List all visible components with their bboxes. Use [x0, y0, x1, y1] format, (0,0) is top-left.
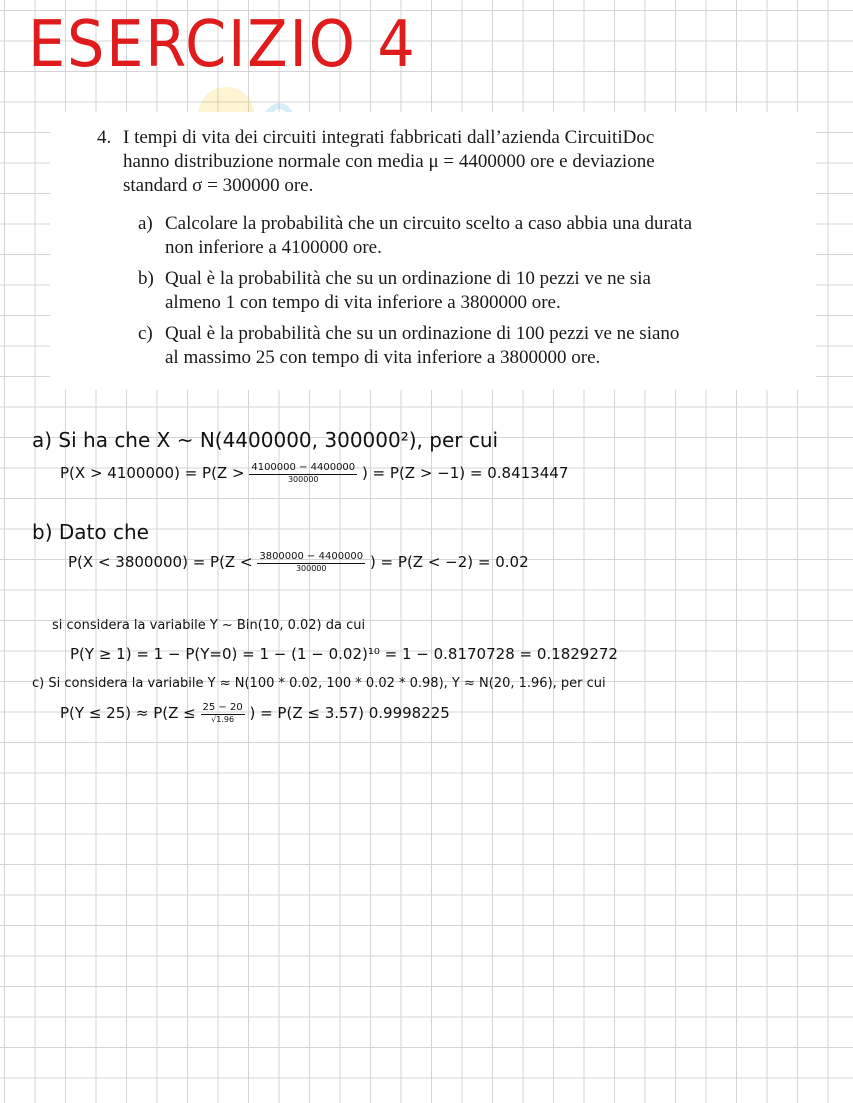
solution-b-line2 — [68, 552, 529, 573]
fraction-denominator: √1.96 — [211, 715, 235, 724]
exercise-title: ESERCIZIO 4 — [28, 8, 417, 82]
solution-c-line1: c) Si considera la variabile Y ≈ N(100 * 0.02, 100 * 0.02 * 0.98), Y ≈ N(20, 1.96), per cui — [32, 676, 606, 691]
solution-b-fraction — [257, 552, 365, 573]
solution-c-left: P(Y ≤ 25) ≈ P(Z ≤ — [60, 704, 196, 722]
solution-a-line1: a) Si ha che X ~ N(4400000, 300000²), per cui — [32, 428, 499, 452]
item-line: almeno 1 con tempo di vita inferiore a 3800000 ore. — [165, 292, 561, 313]
solution-a-right: ) = P(Z > −1) = 0.8413447 — [361, 464, 569, 482]
solution-c-line2 — [60, 703, 450, 724]
solution-b-line3: si considera la variabile Y ~ Bin(10, 0.02) da cui — [52, 618, 366, 633]
problem-statement — [50, 112, 816, 390]
solution-c-fraction — [201, 703, 245, 724]
item-label: c) — [138, 323, 153, 344]
fraction-denominator: 300000 — [287, 475, 319, 484]
fraction-numerator: 25 − 20 — [202, 702, 243, 713]
solution-b-line4: P(Y ≥ 1) = 1 − P(Y=0) = 1 − (1 − 0.02)¹⁰ = 1 − 0.8170728 = 0.1829272 — [70, 645, 618, 663]
stem-line: hanno distribuzione normale con media μ = 4400000 ore e deviazione — [123, 151, 655, 172]
solution-b-right: ) = P(Z < −2) = 0.02 — [369, 553, 529, 571]
item-line: Qual è la probabilità che su un ordinazione di 100 pezzi ve ne siano — [165, 323, 680, 344]
problem-number: 4. — [97, 127, 112, 148]
item-line: non inferiore a 4100000 ore. — [165, 237, 382, 258]
solution-c-right: ) = P(Z ≤ 3.57) 0.9998225 — [249, 704, 450, 722]
stem-line: standard σ = 300000 ore. — [123, 175, 314, 196]
stem-line: I tempi di vita dei circuiti integrati fabbricati dall’azienda CircuitiDoc — [123, 127, 655, 148]
fraction-denominator: 300000 — [295, 564, 327, 573]
solution-a-fraction — [249, 463, 357, 484]
item-label: b) — [138, 268, 154, 289]
item-line: Qual è la probabilità che su un ordinazione di 10 pezzi ve ne sia — [165, 268, 651, 289]
item-line: Calcolare la probabilità che un circuito scelto a caso abbia una durata — [165, 213, 693, 234]
solution-a-left: P(X > 4100000) = P(Z > — [60, 464, 245, 482]
fraction-numerator: 4100000 − 4400000 — [251, 462, 356, 473]
solution-b-line1: b) Dato che — [32, 520, 149, 544]
fraction-numerator: 3800000 − 4400000 — [259, 551, 364, 562]
item-label: a) — [138, 213, 153, 234]
item-line: al massimo 25 con tempo di vita inferiore a 3800000 ore. — [165, 347, 601, 368]
solution-a-line2 — [60, 463, 568, 484]
solution-b-left: P(X < 3800000) = P(Z < — [68, 553, 253, 571]
